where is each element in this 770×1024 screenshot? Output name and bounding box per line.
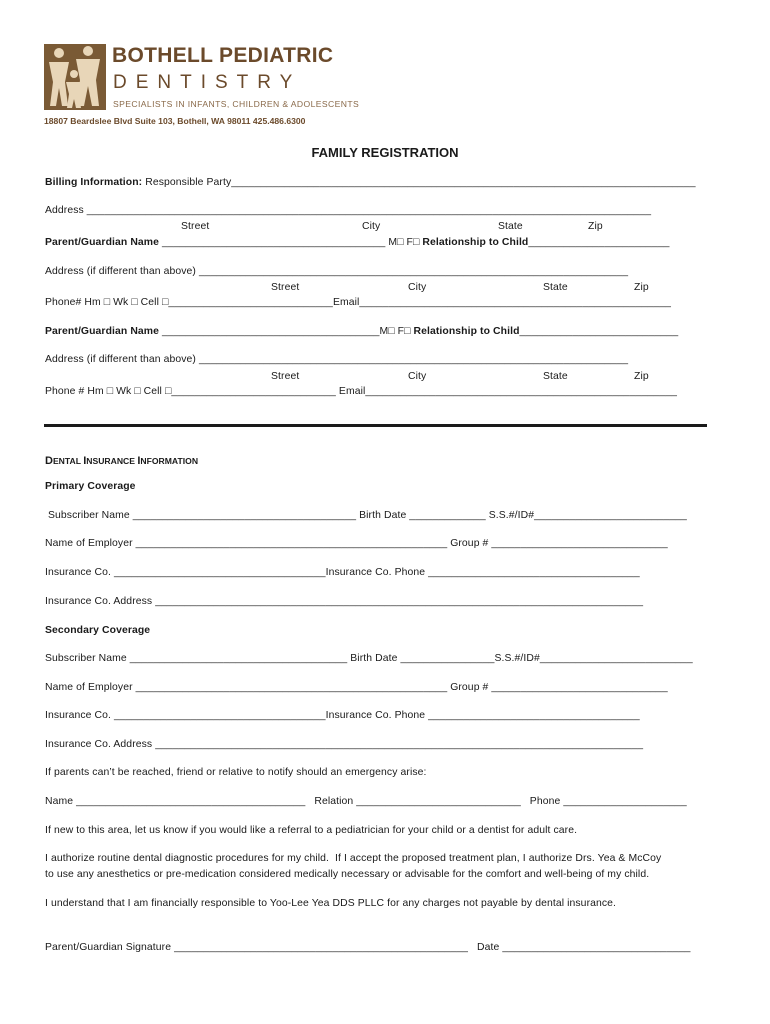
signature-date-fields[interactable]: Parent/Guardian Signature __________________________________________________ Date ________________________________	[45, 942, 691, 953]
guardian2-name-label: Parent/Guardian Name	[45, 326, 160, 337]
guardian1-phone-email-field[interactable]: Phone# Hm □ Wk □ Cell □____________________________Email_____________________________________________________	[45, 297, 671, 308]
guardian1-name-row[interactable]	[45, 237, 669, 248]
responsible-party-field[interactable]: Responsible Party_______________________________________________________________________________	[142, 177, 696, 188]
billing-street-caption: Street	[181, 221, 210, 232]
form-title: FAMILY REGISTRATION	[311, 145, 459, 160]
secondary-subscriber-field[interactable]: Subscriber Name _____________________________________ Birth Date ________________S.S.#/ID#__________________________	[45, 653, 693, 664]
billing-zip-caption: Zip	[588, 221, 603, 232]
guardian1-female-checkbox[interactable]: □	[412, 237, 420, 248]
guardian1-street-caption: Street	[271, 282, 300, 293]
authorization-text-line1: I authorize routine dental diagnostic procedures for my child. If I accept the proposed treatment plan, I authorize Drs. Yea & McCoy	[45, 853, 662, 864]
guardian1-male-checkbox[interactable]: □	[397, 237, 404, 248]
billing-state-caption: State	[498, 221, 523, 232]
primary-subscriber-field[interactable]: Subscriber Name ______________________________________ Birth Date _____________ S.S.#/ID#__________________________	[45, 510, 687, 521]
emergency-prompt: If parents can’t be reached, friend or relative to notify should an emergency arise:	[45, 767, 427, 778]
secondary-insurance-co-field[interactable]: Insurance Co. ____________________________________Insurance Co. Phone ____________________________________	[45, 710, 640, 721]
brand-tagline: SPECIALISTS IN INFANTS, CHILDREN & ADOLESCENTS	[113, 99, 360, 109]
guardian2-state-caption: State	[543, 371, 568, 382]
referral-note: If new to this area, let us know if you would like a referral to a pediatrician for your child or a dentist for adult care.	[45, 825, 578, 836]
primary-insurance-address-field[interactable]: Insurance Co. Address ___________________________________________________________________________________	[45, 596, 644, 607]
secondary-employer-field[interactable]: Name of Employer _____________________________________________________ Group # ______________________________	[45, 682, 668, 693]
practice-address: 18807 Beardslee Blvd Suite 103, Bothell, WA 98011 425.486.6300	[44, 116, 306, 126]
primary-coverage-heading: Primary Coverage	[45, 481, 136, 492]
guardian2-zip-caption: Zip	[634, 371, 649, 382]
guardian2-female-checkbox[interactable]: □	[404, 326, 411, 337]
billing-row[interactable]	[45, 177, 696, 188]
authorization-text-line2: to use any anesthetics or pre-medication considered medically necessary or advisable for the comfort and well-being of my child.	[45, 869, 650, 880]
billing-city-caption: City	[362, 221, 381, 232]
guardian2-phone-email-field[interactable]: Phone # Hm □ Wk □ Cell □____________________________ Email_____________________________________________________	[45, 386, 677, 397]
insurance-section-heading: DENTAL INSURANCE INFORMATION	[45, 455, 199, 467]
primary-employer-field[interactable]: Name of Employer _____________________________________________________ Group # ______________________________	[45, 538, 668, 549]
guardian1-name-label: Parent/Guardian Name	[45, 237, 160, 248]
guardian1-zip-caption: Zip	[634, 282, 649, 293]
billing-address-field[interactable]: Address ________________________________________________________________________________________________	[45, 205, 652, 216]
guardian2-relationship-label: Relationship to Child	[413, 326, 520, 337]
primary-insurance-co-field[interactable]: Insurance Co. ____________________________________Insurance Co. Phone ____________________________________	[45, 567, 640, 578]
guardian1-female-label: F	[403, 237, 413, 248]
guardian1-relationship-label: Relationship to Child	[422, 237, 529, 248]
guardian2-name-field[interactable]: _____________________________________M	[159, 326, 389, 337]
guardian1-address-field[interactable]: Address (if different than above) _________________________________________________________________________	[45, 266, 629, 277]
billing-label: Billing Information:	[45, 177, 143, 188]
secondary-insurance-address-field[interactable]: Insurance Co. Address ___________________________________________________________________________________	[45, 739, 644, 750]
brand-name-line1: BOTHELL PEDIATRIC	[112, 44, 334, 67]
guardian2-female-label: F	[394, 326, 405, 337]
guardian2-city-caption: City	[408, 371, 427, 382]
guardian2-address-field[interactable]: Address (if different than above) _________________________________________________________________________	[45, 354, 629, 365]
guardian1-city-caption: City	[408, 282, 427, 293]
guardian2-male-checkbox[interactable]: □	[388, 326, 395, 337]
guardian1-name-field[interactable]: ______________________________________ M	[159, 237, 398, 248]
secondary-coverage-heading: Secondary Coverage	[45, 625, 151, 636]
section-divider	[44, 424, 707, 427]
emergency-contact-fields[interactable]: Name _______________________________________ Relation ____________________________ Phone _____________________	[45, 796, 687, 807]
guardian2-name-row[interactable]	[45, 326, 678, 337]
brand-name-line2: DENTISTRY	[113, 72, 302, 93]
guardian1-state-caption: State	[543, 282, 568, 293]
family-figures-logo-icon	[44, 44, 106, 110]
guardian2-street-caption: Street	[271, 371, 300, 382]
guardian2-relationship-field[interactable]: ___________________________	[519, 326, 679, 337]
guardian1-relationship-field[interactable]: ________________________	[528, 237, 670, 248]
financial-responsibility-text: I understand that I am financially responsible to Yoo-Lee Yea DDS PLLC for any charges not payable by dental insurance.	[45, 898, 617, 909]
